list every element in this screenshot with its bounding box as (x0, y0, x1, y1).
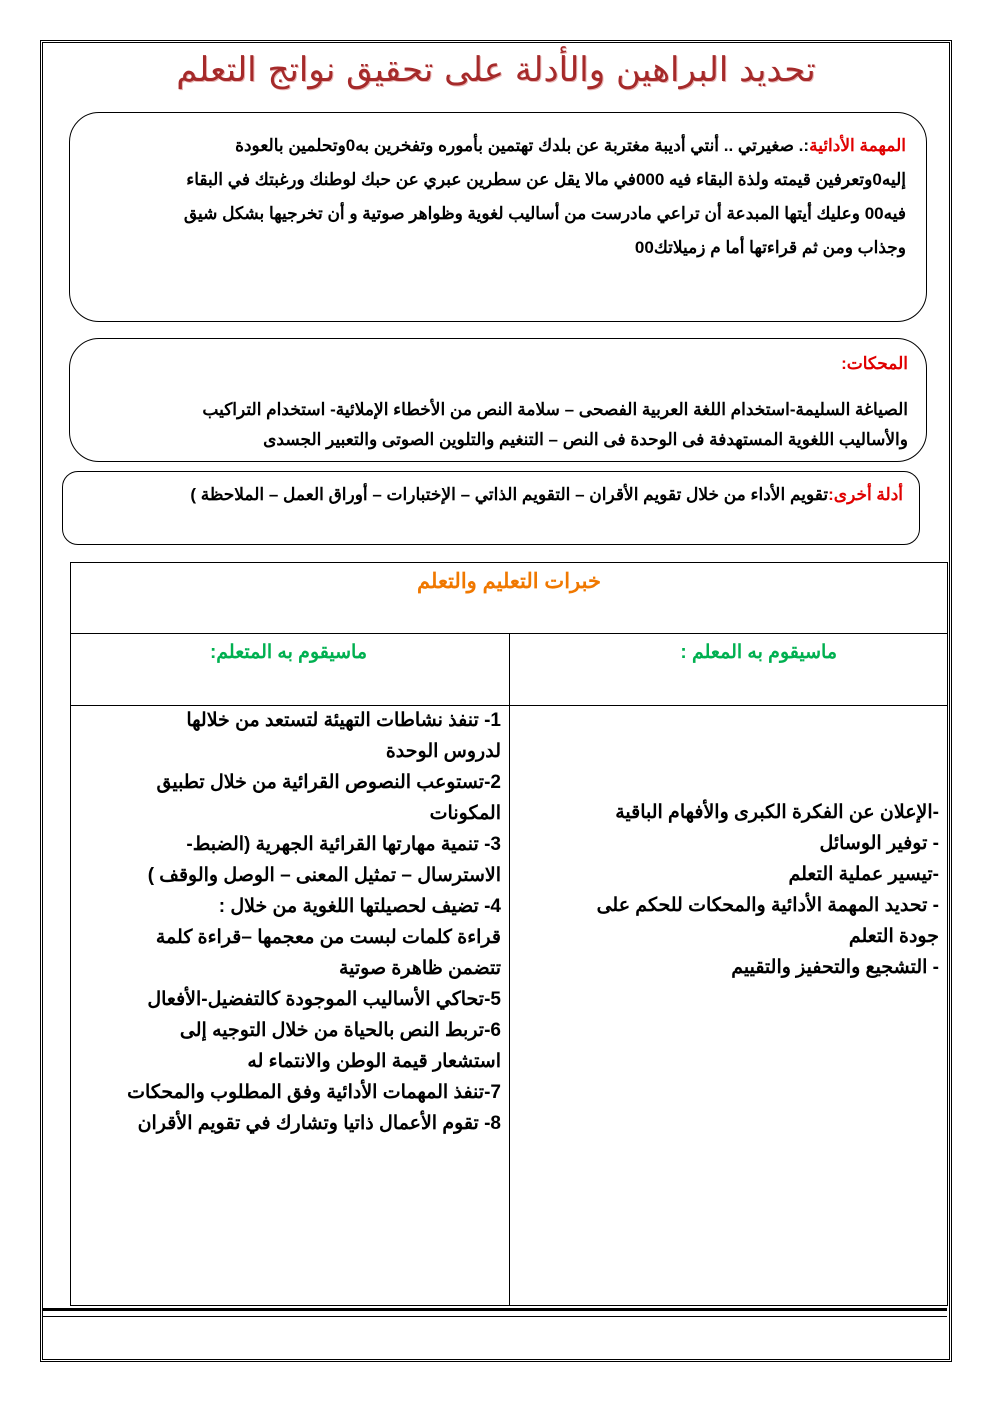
task-label: المهمة الأدائية (809, 136, 906, 155)
criteria-line: والأساليب اللغوية المستهدفة فى الوحدة فى النص – التنغيم والتلوين الصوتى والتعبير الجسدى (263, 430, 908, 449)
other-evidence-box (62, 471, 920, 545)
learner-item: الاسترسال – تمثيل المعنى – الوصل والوقف ) (147, 865, 501, 886)
criteria-line: الصياغة السليمة-استخدام اللغة العربية الفصحى – سلامة النص من الأخطاء الإملائية- استخدام التراكيب (202, 400, 908, 419)
learner-header: ماسيقوم به المتعلم: (209, 642, 367, 663)
teacher-item: -الإعلان عن الفكرة الكبرى والأفهام الباقية (615, 802, 939, 823)
criteria-label: المحكات: (841, 354, 908, 373)
teacher-item: - توفير الوسائل (819, 833, 939, 854)
performance-task-box (69, 112, 927, 322)
learning-experiences-table (70, 562, 948, 1306)
learner-item: 3- تنمية مهارتها القرائية الجهرية (الضبط- (186, 834, 501, 855)
learner-item: 6-تربط النص بالحياة من خلال التوجيه إلى (179, 1020, 501, 1041)
task-line: إليه0وتعرفين قيمته ولذة البقاء فيه 000في مالا يقل عن سطرين عبري عن حبك لوطنك ورغبتك في البقاء (186, 170, 906, 189)
learner-item: لدروس الوحدة (385, 741, 501, 762)
learner-item: 4- تضيف لحصيلتها اللغوية من خلال : (218, 896, 501, 917)
teacher-item: - التشجيع والتحفيز والتقييم (731, 957, 939, 978)
task-line: وجذاب ومن ثم قراءتها أما م زميلاتك00 (634, 238, 906, 257)
teacher-item: - تحديد المهمة الأدائية والمحكات للحكم على (596, 895, 939, 916)
learner-item: 7-تنفذ المهمات الأدائية وفق المطلوب والمحكات (127, 1082, 501, 1103)
column-divider (509, 633, 510, 1305)
other-evidence-label: أدلة أخرى: (828, 485, 903, 504)
teacher-column (519, 705, 939, 983)
table-header-row (71, 563, 947, 634)
task-line: المهمة الأدائية:. صغيرتي .. أنتي أديبة مغتربة عن بلدك تهتمين بأموره وتفخرين به0وتحلمين بالعودة (235, 136, 906, 155)
footer-divider (43, 1308, 947, 1317)
learner-item: 5-تحاكي الأساليب الموجودة كالتفضيل-الأفعال (147, 989, 501, 1010)
teacher-item: -تيسير عملية التعلم (788, 864, 939, 885)
learner-item: المكونات (429, 803, 501, 824)
learner-item: استشعار قيمة الوطن والانتماء له (247, 1051, 501, 1072)
learner-item: تتضمن ظاهرة صوتية (338, 958, 501, 979)
page-title: تحديد البراهين والأدلة على تحقيق نواتج التعلم (176, 50, 816, 90)
learner-column (77, 705, 501, 1139)
learner-item: 2-تستوعب النصوص القرائية من خلال تطبيق (156, 772, 501, 793)
teacher-item: جودة التعلم (848, 926, 939, 947)
table-header: خبرات التعليم والتعلم (417, 570, 601, 593)
teacher-header: ماسيقوم به المعلم : (680, 642, 837, 663)
learner-item: 1- تنفذ نشاطات التهيئة لتستعد من خلالها (186, 710, 501, 731)
task-line: فيه00 وعليك أيتها المبدعة أن تراعي مادرست من أساليب لغوية وظواهر صوتية و أن تخرجيها بشكل شيق (183, 204, 906, 223)
learner-item: 8- تقوم الأعمال ذاتيا وتشارك في تقويم الأقران (137, 1113, 501, 1134)
other-evidence-line: أدلة أخرى:تقويم الأداء من خلال تقويم الأقران – التقويم الذاتي – الإختبارات – أوراق العمل – الملاحظة ) (190, 485, 903, 504)
criteria-box (69, 338, 927, 462)
learner-item: قراءة كلمات لبست من معجمها –قراءة كلمة (155, 927, 501, 948)
